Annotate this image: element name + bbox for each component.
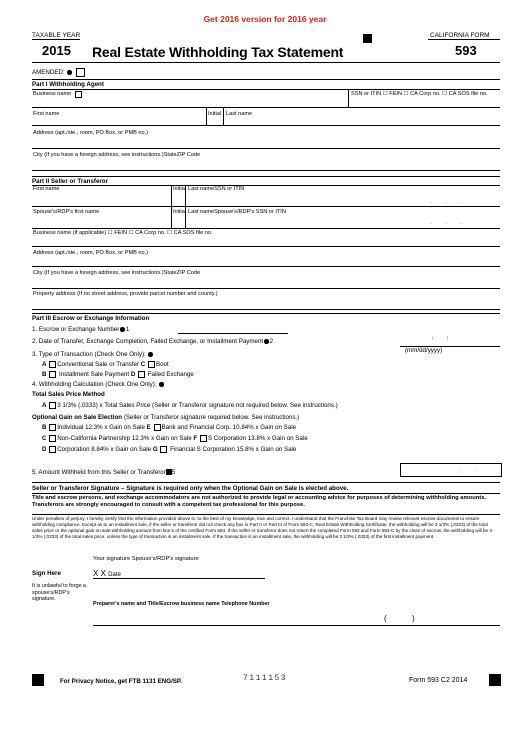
preparer-label: [93, 601, 270, 607]
rule: [32, 39, 80, 40]
sign-here-label: Sign Here: [32, 570, 61, 577]
forge-warning: It is unlawful to forge a spouse's/RDP's signature.: [32, 583, 86, 602]
rule: [206, 107, 207, 125]
option-row-d: D Corporation 8.84% x Gain on Sale G Financial S Corporation 15.8% x Gain on Sale: [42, 446, 297, 454]
rule: [32, 482, 500, 483]
opt-d1: Corporation 8.84% x Gain on Sale: [57, 446, 152, 454]
ssn-tick-marks: - - -: [430, 221, 468, 227]
seller-ssn-text: SSN or ITIN: [214, 186, 245, 192]
spouse-last-name-label: [188, 209, 286, 215]
preparer-name-label: Preparer's name and Title/Escrow business name: [93, 601, 220, 607]
opt-b2: Bank and Financial Corp. 10.84% x Gain on Sale: [161, 424, 297, 432]
line1-text: Escrow or Exchange Number: [38, 326, 120, 333]
signature-heading: Seller or Transferor Signature – Signature is required only when the Optional Gain on Sale is elected above.: [32, 485, 349, 492]
rule: [32, 246, 500, 247]
part1-title: Part I Withholding Agent: [32, 81, 104, 88]
form-number: 593: [455, 43, 477, 58]
amount-withheld-field[interactable]: [400, 463, 502, 477]
ssn-tick-marks: - - -: [430, 200, 468, 206]
signature-line[interactable]: [93, 569, 121, 578]
line3b-2: Failed Exchange: [147, 371, 194, 379]
line5-num: 5: [171, 469, 176, 476]
optional-election: [32, 414, 299, 421]
california-form-label: CALIFORNIA FORM: [430, 32, 490, 39]
line3-text: Type of Transaction (Check One Only):: [38, 351, 146, 358]
seller-last-text: Last name: [188, 186, 215, 192]
installment-checkbox[interactable]: [49, 371, 56, 378]
amount-tick-marks: , .: [460, 468, 483, 474]
rule: [32, 206, 500, 207]
agent-last-name-label: Last name: [226, 111, 253, 117]
bullet-icon: [120, 327, 125, 332]
boot-checkbox[interactable]: [148, 361, 155, 368]
date-format-hint: (mm/dd/yyyy): [405, 347, 443, 354]
bullet-icon: [148, 352, 153, 357]
taxable-year-label: TAXABLE YEAR: [32, 32, 81, 39]
bullet-icon: [264, 339, 269, 344]
seller-address-label: Address (apt./ste., room, PO Box, or PMB no.): [33, 250, 149, 256]
rule: [223, 107, 224, 125]
agent-initial-label: Initial: [208, 111, 222, 117]
promo-banner[interactable]: Get 2016 version for 2016 year: [203, 14, 327, 24]
form-footer-id: Form 593 C2 2014: [409, 677, 468, 684]
property-address-label: Property address (If no street address, provide parcel number and county.): [33, 291, 218, 297]
seller-last-name-label: [188, 186, 244, 192]
s-corp-checkbox[interactable]: [200, 435, 207, 442]
rule: [32, 313, 500, 314]
seller-initial-label: Initial: [173, 186, 187, 192]
amended-row: [32, 68, 86, 77]
rule: [32, 309, 500, 310]
line3: 3. Type of Transaction (Check One Only):: [32, 351, 154, 358]
agent-state-text: State: [163, 152, 177, 158]
opt-c1: Non-California Partnership 12.3% x Gain on Sale: [57, 435, 192, 443]
bank-checkbox[interactable]: [154, 424, 161, 431]
rule: [32, 185, 500, 186]
rule: [32, 79, 500, 80]
partnership-checkbox[interactable]: [49, 435, 56, 442]
date-tick-marks: / /: [432, 336, 455, 342]
rule: [93, 578, 265, 579]
phone-paren-close: ): [412, 614, 415, 623]
corporation-checkbox[interactable]: [49, 446, 56, 453]
line3b: B Installment Sale Payment D Failed Exchange: [42, 371, 194, 379]
bullet-icon: [159, 382, 164, 387]
failed-exchange-checkbox[interactable]: [138, 371, 145, 378]
phone-paren-open: (: [384, 614, 387, 623]
signature-captions: [93, 556, 199, 562]
registration-mark: [32, 674, 44, 686]
line2-text: Date of Transfer, Exchange Completion, Failed Exchange, or Installment Payment: [38, 338, 264, 345]
date-label: Date: [108, 572, 121, 578]
agent-business-name-label: Business name: [33, 91, 72, 97]
agent-business-checkbox[interactable]: [75, 91, 82, 98]
total-sales-checkbox[interactable]: [49, 402, 56, 409]
rule: [32, 107, 500, 108]
spouse-ssn-text: Spouse's/RDP's SSN or ITIN: [214, 209, 286, 215]
amended-checkbox[interactable]: [76, 68, 85, 77]
line4a-text: 3 1/3% (.0333) x Total Sales Price (Seller or Transferor signature not required below. See instructions.): [57, 402, 338, 410]
opt-c2: S Corporation 13.8% x Gain on Sale: [207, 435, 308, 443]
rule: [32, 89, 500, 90]
rule: [32, 493, 500, 494]
rule: [32, 148, 500, 149]
seller-state-text: State: [163, 270, 177, 276]
seller-city-label: [33, 270, 200, 276]
agent-id-options[interactable]: SSN or ITIN ☐ FEIN ☐ CA Corp no. ☐ CA SOS file no.: [351, 91, 488, 97]
rule: [428, 39, 500, 40]
agent-address-label: Address (apt./ste., room, PO Box, or PMB no.): [33, 130, 149, 136]
x-mark-2: X: [100, 569, 106, 578]
line1: 1. Escrow or Exchange Number 1: [32, 326, 130, 333]
line2-num: 2: [269, 338, 274, 345]
line1-num: 1: [125, 326, 130, 333]
advice-notice: Title and escrow persons, and exchange accommodators are not authorized to provide legal or accounting advice for purposes of determining withholding amounts. Transferors are strongly encouraged to consult with a competent tax professional for this purpose.: [32, 495, 487, 508]
opt-d2: Financial S Corporation 15.8% x Gain on Sale: [170, 446, 297, 454]
agent-city-label: [33, 152, 200, 158]
rule: [32, 62, 500, 63]
privacy-notice: For Privacy Notice, get FTB 1131 ENG/SP.: [60, 678, 182, 685]
rule: [32, 266, 500, 267]
rule: [32, 170, 500, 171]
line3a-2: Boot: [156, 361, 169, 369]
spouse-first-name-label: Spouse's/RDP's first name: [33, 209, 100, 215]
perjury-statement: Under penalties of perjury, I hereby certify that the information provided above is, to the best of my knowledge, true and correct. I understand that the Franchise Tax Board may review relevant escrow documents to ensure withholding compliance. Except as to an installment sale, if the seller or transferor did not check any box in Part II or Part III of Form 593-C, Real Estate Withholding Certificate, the withholding will be 3 1/3% (.0333) of the total sales price or the optional gain on sale withholding amount from line 5 of the certified Form 593. If the seller or transferor does not return the completed Form 593 and Form 593-C by the close of escrow, the withholding will be 3 1/3% (.0333) of the total sales price, unless the type of transaction is an installment sale. If the transaction is an installment sale, the withholding will be 3 1/3% (.0333) of the first installment payment.: [32, 516, 492, 539]
line4a: A 3 1/3% (.0333) x Total Sales Price (Seller or Transferor signature not required below. See instructions.): [42, 402, 338, 410]
conventional-checkbox[interactable]: [49, 361, 56, 368]
rule: [32, 125, 500, 126]
seller-zip-text: ZIP Code: [176, 270, 201, 276]
optional-note: (Seller or Transferor signature required below. See instructions.): [123, 414, 300, 421]
agent-first-name-label: First name: [33, 111, 60, 117]
option-row-b: B Individual 12.3% x Gain on Sale E Bank and Financial Corp. 10.84% x Gain on Sale: [42, 424, 297, 432]
registration-mark: [363, 34, 372, 43]
spouse-last-text: Last name: [188, 209, 215, 215]
opt-b1: Individual 12.3% x Gain on Sale: [57, 424, 145, 432]
x-mark-1: X: [93, 569, 99, 578]
form-title: Real Estate Withholding Tax Statement: [92, 44, 344, 60]
individual-checkbox[interactable]: [49, 424, 56, 431]
agent-city-text: City (If you have a foreign address, see instructions.): [33, 152, 164, 158]
tax-year: 2015: [42, 43, 71, 58]
total-sales-label: Total Sales Price Method: [32, 391, 105, 398]
registration-mark: [489, 674, 501, 686]
seller-city-text: City (If you have a foreign address, see instructions.): [33, 270, 164, 276]
line5-text: Amount Withheld from this Seller or Transferor: [38, 469, 166, 476]
seller-business-text: Business name (if applicable): [33, 230, 107, 236]
rule: [32, 228, 500, 229]
option-row-c: C Non-California Partnership 12.3% x Gain on Sale F S Corporation 13.8% x Gain on Sale: [42, 435, 308, 443]
telephone-label: Telephone Number: [221, 601, 270, 607]
line3b-1: Installment Sale Payment: [58, 371, 130, 379]
agent-zip-text: ZIP Code: [176, 152, 201, 158]
form-code: 7111153: [243, 674, 288, 683]
part2-title: Part II Seller or Transferor: [32, 178, 108, 185]
rule: [32, 514, 500, 515]
amended-label: AMENDED:: [32, 69, 65, 77]
line4: 4. Withholding Calculation (Check One Only):: [32, 381, 165, 388]
rule: [348, 89, 349, 107]
rule: [32, 288, 500, 289]
preparer-field[interactable]: [93, 625, 500, 626]
rule: [32, 176, 500, 177]
line3a: A Conventional Sale or Transfer C Boot: [42, 361, 169, 369]
spouse-initial-label: Initial: [173, 209, 187, 215]
seller-id-options[interactable]: ☐ FEIN ☐ CA Corp no. ☐ CA SOS file no.: [107, 230, 213, 236]
seller-first-name-label: First name: [33, 186, 60, 192]
financial-s-corp-checkbox[interactable]: [160, 446, 167, 453]
your-signature-label: Your signature: [93, 556, 131, 562]
line3a-1: Conventional Sale or Transfer: [57, 361, 140, 369]
seller-business-label: [33, 230, 213, 236]
optional-label: Optional Gain on Sale Election: [32, 414, 123, 421]
escrow-number-field[interactable]: [178, 333, 288, 334]
spouse-signature-label: Spouse's/RDP's signature: [131, 556, 199, 562]
line5: 5. Amount Withheld from this Seller or Transferor 5: [32, 469, 176, 476]
line4-text: Withholding Calculation (Check One Only):: [38, 381, 157, 388]
bullet-icon: [67, 70, 72, 75]
line2: 2. Date of Transfer, Exchange Completion, Failed Exchange, or Installment Payment 2: [32, 338, 274, 345]
part3-title: Part III Escrow or Exchange Information: [32, 315, 150, 322]
